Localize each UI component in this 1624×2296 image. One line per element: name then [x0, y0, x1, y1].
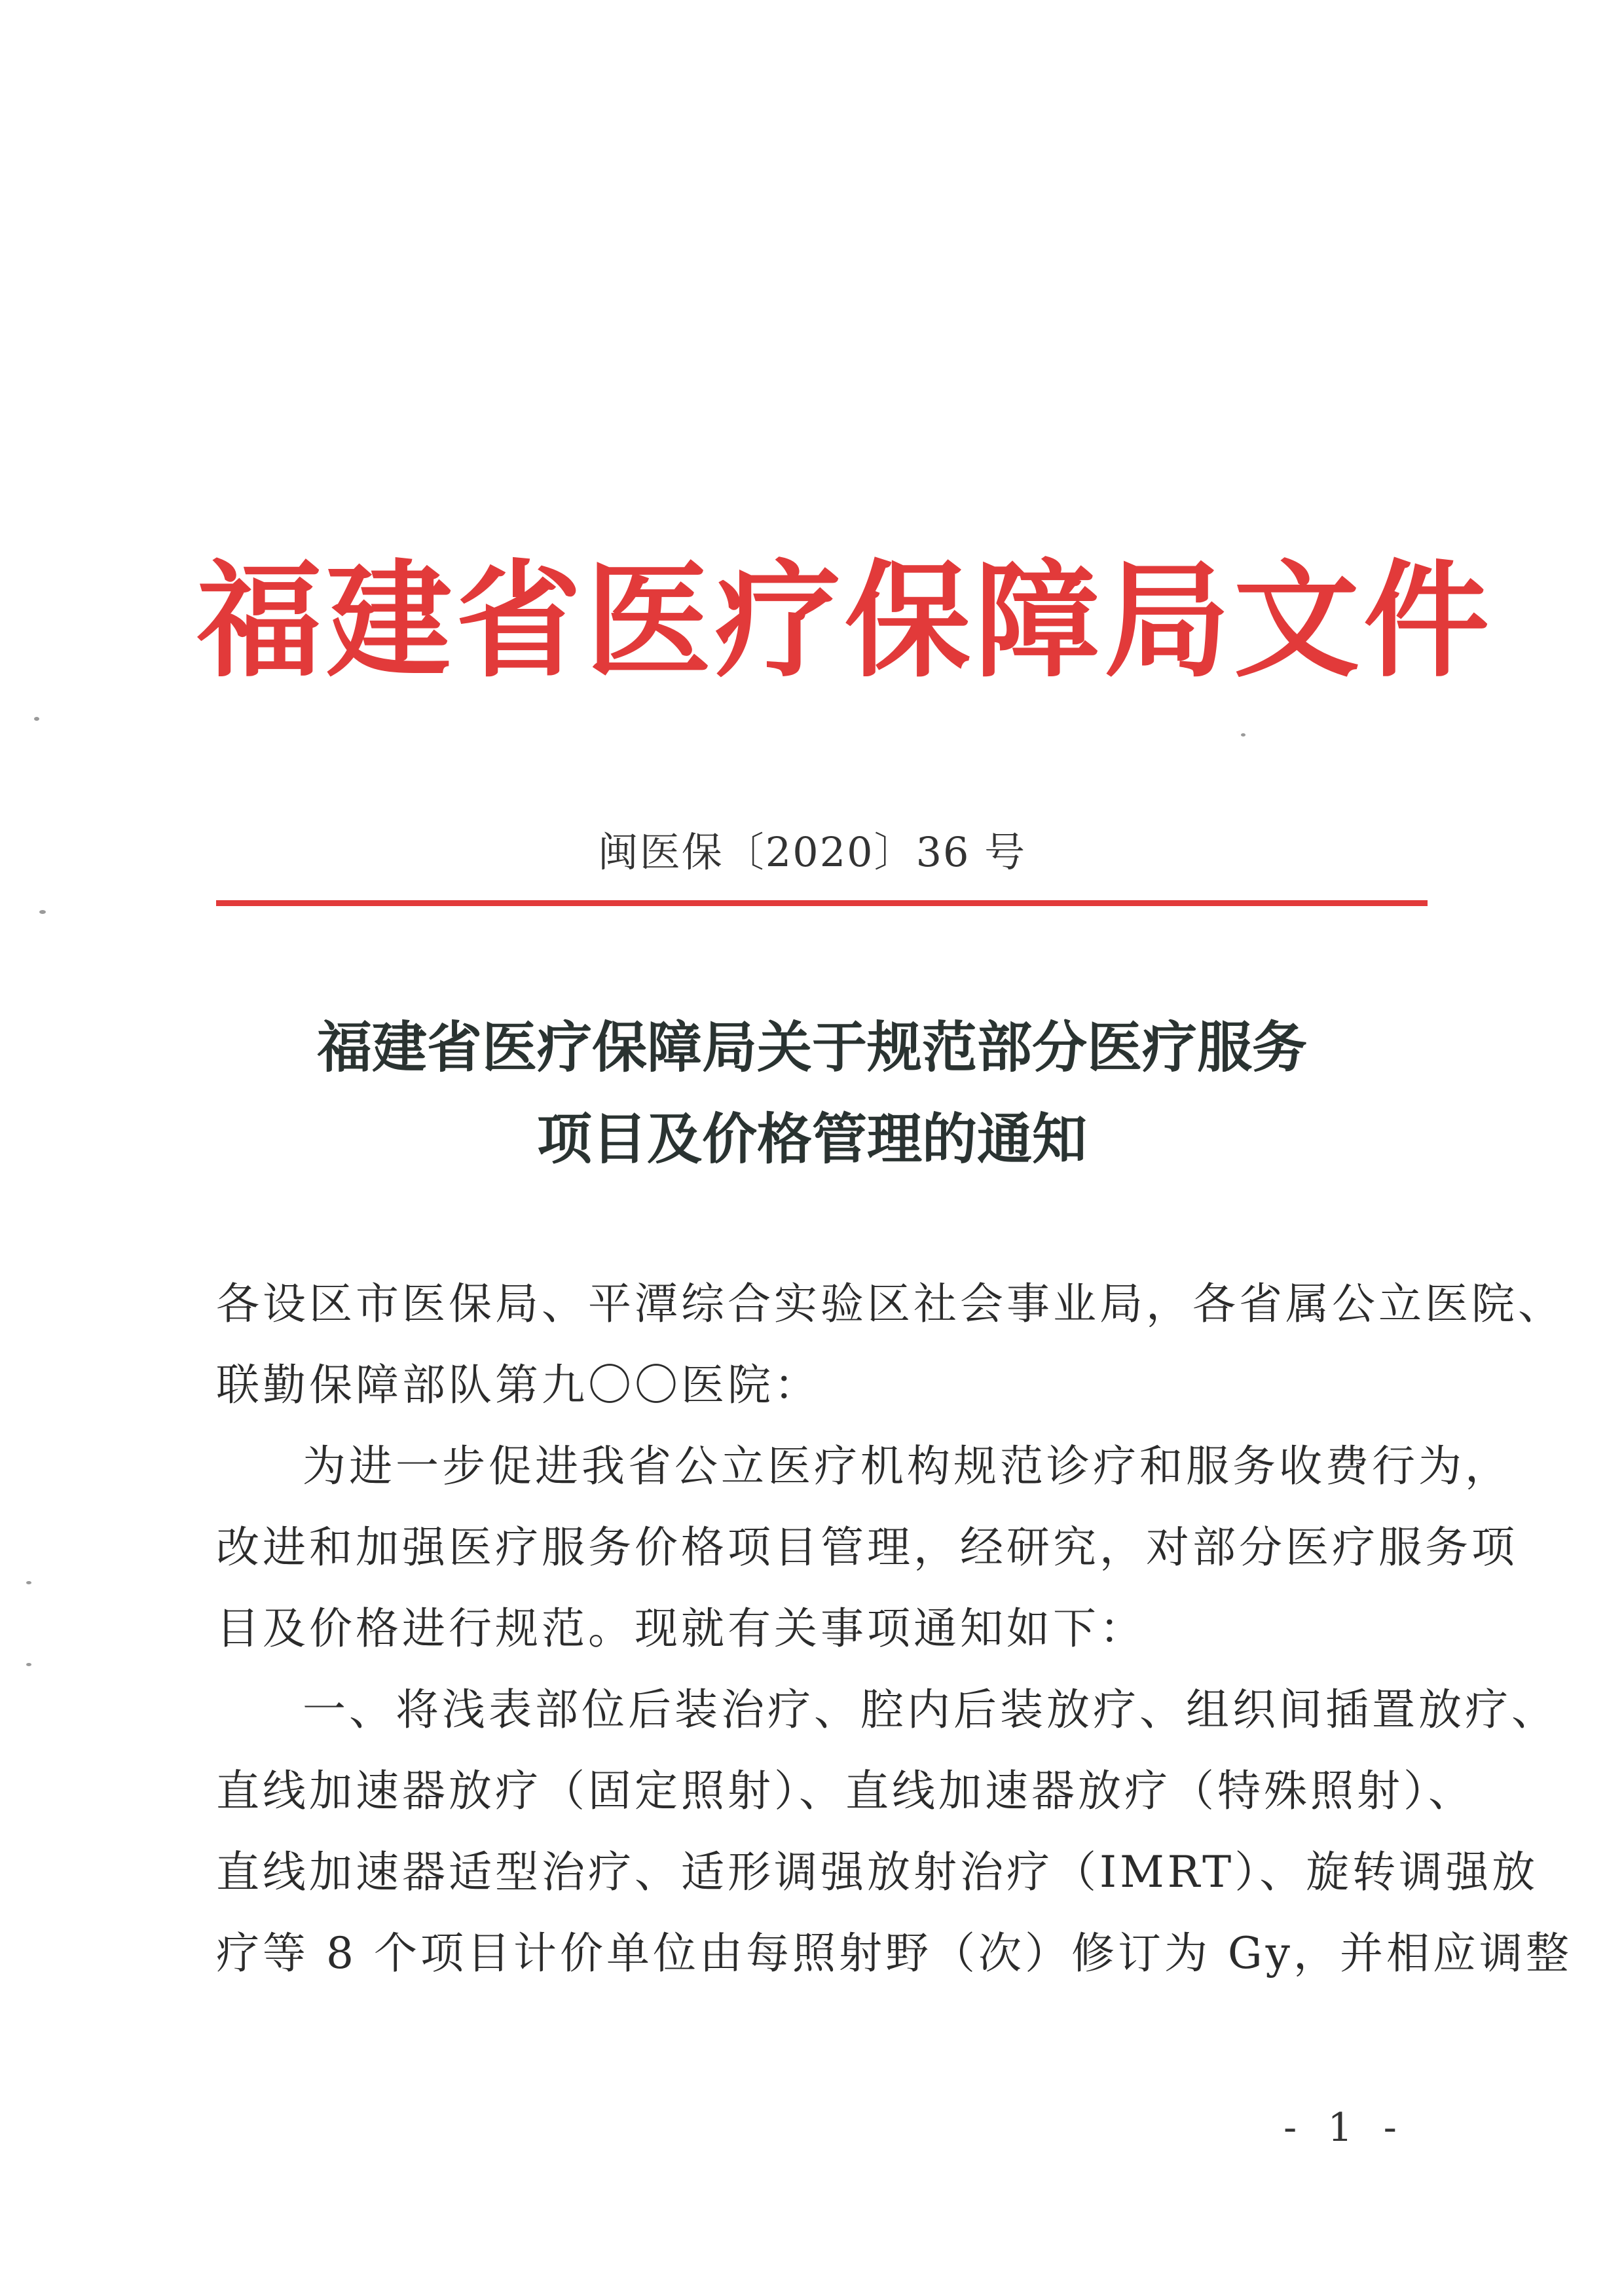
- paragraph-1-line-3: 目及价格进行规范。现就有关事项通知如下：: [216, 1603, 1146, 1654]
- paragraph-1-line-1: 为进一步促进我省公立医疗机构规范诊疗和服务收费行为，: [303, 1441, 1511, 1491]
- paragraph-2-line-4: 疗等 8 个项目计价单位由每照射野（次）修订为 Gy，并相应调整: [216, 1928, 1572, 1978]
- document-number: 闽医保〔2020〕36 号: [597, 828, 1027, 876]
- paragraph-2-line-3: 直线加速器适型治疗、适形调强放射治疗（IMRT）、旋转调强放: [216, 1847, 1539, 1897]
- notice-title-line-2: 项目及价格管理的通知: [536, 1106, 1087, 1171]
- paragraph-1-line-2: 改进和加强医疗服务价格项目管理，经研究，对部分医疗服务项: [216, 1522, 1518, 1573]
- scan-speck: [39, 910, 46, 914]
- red-divider-line: [216, 900, 1428, 906]
- scan-speck: [34, 717, 39, 721]
- letterhead-title: 福建省医疗保障局文件: [196, 549, 1493, 695]
- addressee-line-2: 联勤保障部队第九〇〇医院：: [216, 1360, 821, 1410]
- notice-body: [216, 1264, 1572, 1994]
- scan-speck: [1241, 733, 1246, 737]
- paragraph-2-line-1: 一、将浅表部位后装治疗、腔内后装放疗、组织间插置放疗、: [303, 1685, 1558, 1735]
- paragraph-2-line-2: 直线加速器放疗（固定照射）、直线加速器放疗（特殊照射）、: [216, 1766, 1475, 1816]
- page-number: - 1 -: [1283, 2105, 1406, 2151]
- addressee-line-1: 各设区市医保局、平潭综合实验区社会事业局，各省属公立医院、: [216, 1279, 1564, 1329]
- scan-speck: [26, 1663, 31, 1666]
- notice-title-line-1: 福建省医疗保障局关于规范部分医疗服务: [316, 1015, 1307, 1080]
- scan-speck: [26, 1581, 31, 1584]
- notice-title: [196, 1002, 1428, 1185]
